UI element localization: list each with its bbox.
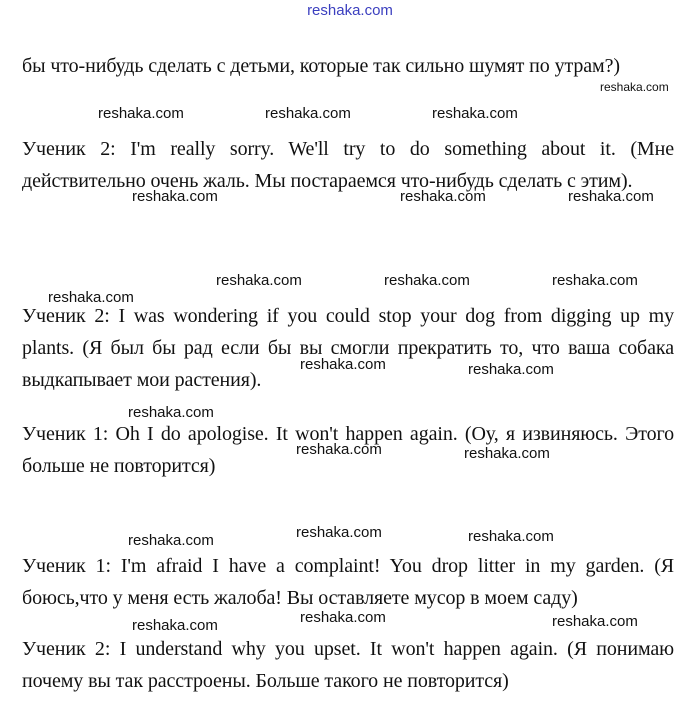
dialogue-paragraph-6: Ученик 2: I understand why you upset. It won't happen again. (Я понимаю почему вы так расстроены. Больше такого не повторится) [22,638,674,692]
watermark: reshaka.com [464,445,550,462]
dialogue-paragraph-2: Ученик 2: I'm really sorry. We'll try to do something about it. (Мне действительно очень жаль. Мы постараемся что-нибудь сделать с этим). [22,138,674,192]
watermark: reshaka.com [132,617,218,634]
watermark: reshaka.com [600,80,669,94]
watermark: reshaka.com [468,528,554,545]
watermark: reshaka.com [98,105,184,122]
watermark: reshaka.com [300,356,386,373]
watermark: reshaka.com [432,105,518,122]
site-header-link[interactable]: reshaka.com [307,2,393,19]
watermark: reshaka.com [128,404,214,421]
dialogue-paragraph-1: бы что-нибудь сделать с детьми, которые так сильно шумят по утрам?) [22,55,620,77]
watermark: reshaka.com [468,361,554,378]
watermark: reshaka.com [128,532,214,549]
watermark: reshaka.com [552,613,638,630]
watermark: reshaka.com [48,289,134,306]
dialogue-paragraph-3: Ученик 2: I was wondering if you could stop your dog from digging up my plants. (Я был бы рад если бы вы смогли прекратить то, что ваша собака выдкапывает мои растения). [22,305,674,391]
watermark: reshaka.com [568,188,654,205]
watermark: reshaka.com [216,272,302,289]
watermark: reshaka.com [384,272,470,289]
watermark: reshaka.com [132,188,218,205]
watermark: reshaka.com [400,188,486,205]
watermark: reshaka.com [296,524,382,541]
watermark: reshaka.com [552,272,638,289]
watermark: reshaka.com [296,441,382,458]
dialogue-paragraph-5: Ученик 1: I'm afraid I have a complaint! You drop litter in my garden. (Я боюсь,что у меня есть жалоба! Вы оставляете мусор в моем саду) [22,555,674,609]
watermark: reshaka.com [300,609,386,626]
watermark: reshaka.com [265,105,351,122]
dialogue-paragraph-4: Ученик 1: Oh I do apologise. It won't happen again. (Оу, я извиняюсь. Этого больше не повторится) [22,423,674,477]
